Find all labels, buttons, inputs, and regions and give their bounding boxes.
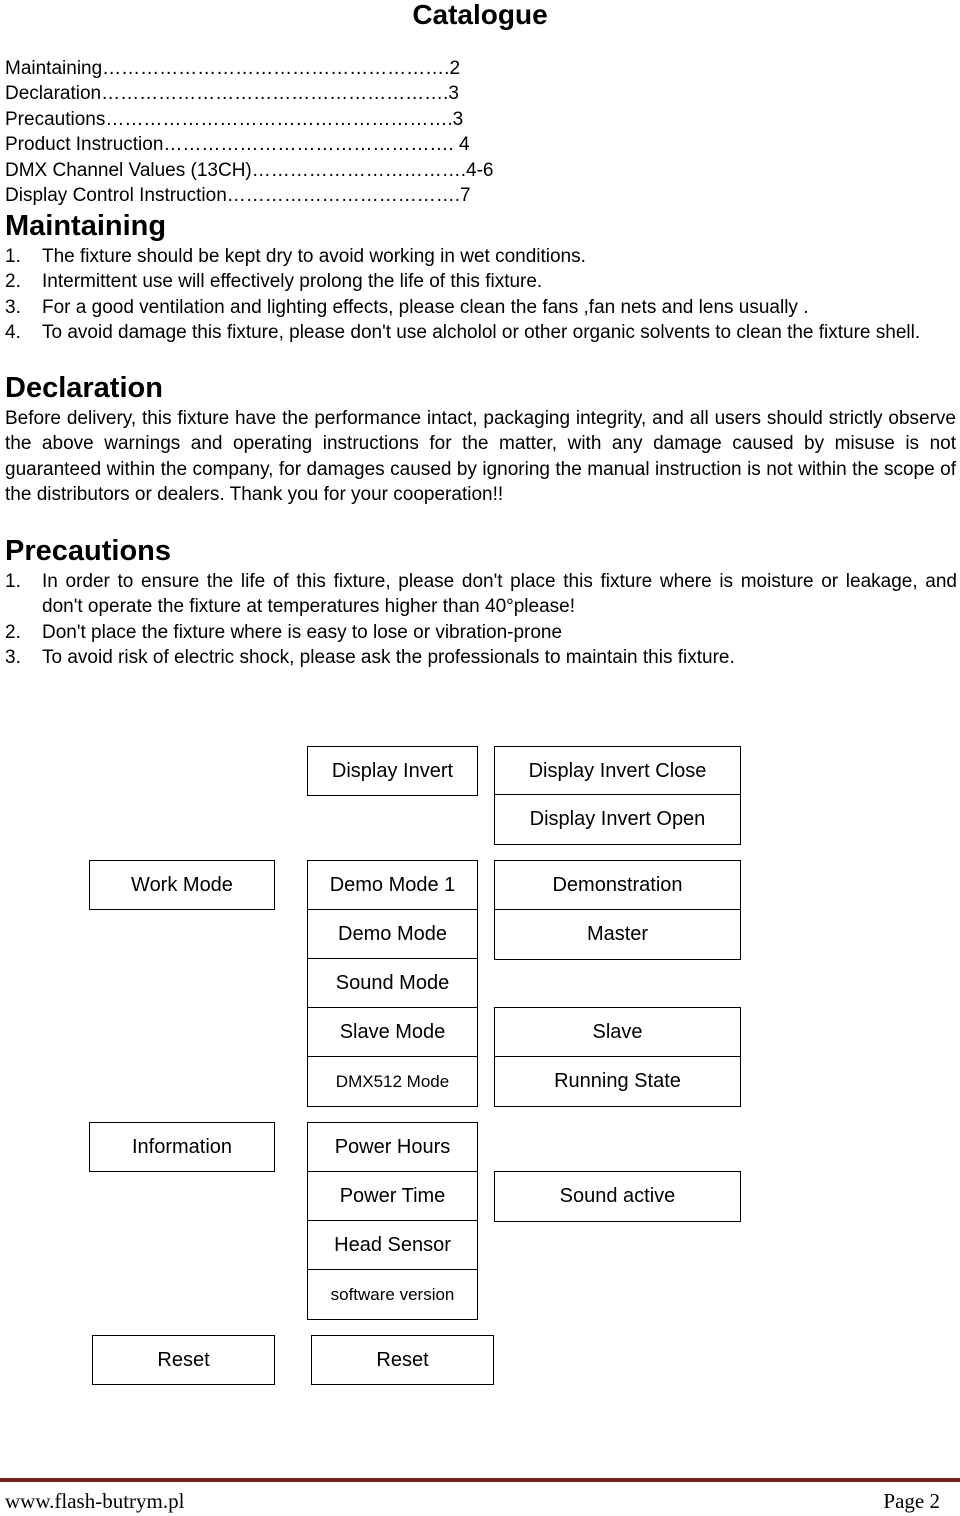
- menu-sound-mode: Sound Mode: [307, 958, 478, 1009]
- list-text: Intermittent use will effectively prolong the life of this fixture.: [42, 271, 543, 293]
- footer-website: www.flash-butrym.pl: [5, 1489, 185, 1513]
- heading-maintaining: Maintaining: [5, 210, 167, 242]
- menu-demo-mode: Demo Mode: [307, 909, 478, 960]
- list-item: [5, 645, 957, 670]
- list-item: [5, 569, 957, 620]
- menu-master: Master: [494, 909, 741, 960]
- list-item: [5, 320, 957, 345]
- list-text: In order to ensure the life of this fixture, please don't place this fixture where is moisture or leakage, and don't operate the fixture at temperatures higher than 40°please!: [42, 571, 957, 618]
- list-number: 3.: [5, 296, 21, 318]
- toc-entry-precautions: Precautions……………………………………………….3: [5, 108, 464, 130]
- toc-entry-display-control: Display Control Instruction……………………………….7: [5, 185, 471, 207]
- menu-reset-left: Reset: [92, 1335, 275, 1385]
- list-text: For a good ventilation and lighting effects, please clean the fans ,fan nets and lens usually .: [42, 296, 809, 318]
- list-text: To avoid damage this fixture, please don't use alcholol or other organic solvents to clean the fixture shell.: [42, 322, 921, 344]
- menu-display-invert-open: Display Invert Open: [494, 794, 741, 845]
- list-text: The fixture should be kept dry to avoid working in wet conditions.: [42, 246, 586, 267]
- menu-sound-active: Sound active: [494, 1171, 741, 1222]
- list-number: 1.: [5, 571, 21, 592]
- menu-demonstration: Demonstration: [494, 860, 741, 910]
- list-item: [5, 244, 957, 269]
- list-item: [5, 295, 957, 320]
- menu-demo-mode-1: Demo Mode 1: [307, 860, 478, 910]
- menu-work-mode: Work Mode: [89, 860, 275, 910]
- toc-entry-dmx-channel-values: DMX Channel Values (13CH)…………………………….4-6: [5, 159, 494, 181]
- menu-reset-right: Reset: [311, 1335, 494, 1385]
- maintaining-list: [5, 244, 957, 346]
- menu-power-hours: Power Hours: [307, 1122, 478, 1172]
- list-number: 1.: [5, 246, 21, 267]
- toc-entry-maintaining: Maintaining……………………………………………….2: [5, 58, 461, 79]
- table-of-contents: [5, 56, 705, 208]
- menu-software-version: software version: [307, 1269, 478, 1320]
- precautions-list: [5, 569, 957, 671]
- heading-precautions: Precautions: [5, 535, 171, 567]
- menu-power-time: Power Time: [307, 1171, 478, 1222]
- toc-entry-declaration: Declaration……………………………………………….3: [5, 83, 459, 105]
- toc-entry-product-instruction: Product Instruction………………………………………. 4: [5, 134, 470, 156]
- list-number: 3.: [5, 647, 21, 669]
- menu-head-sensor: Head Sensor: [307, 1220, 478, 1271]
- list-item: [5, 269, 957, 294]
- list-number: 2.: [5, 271, 21, 293]
- page-title: Catalogue: [412, 0, 548, 30]
- menu-slave: Slave: [494, 1007, 741, 1058]
- list-text: To avoid risk of electric shock, please ask the professionals to maintain this fixture.: [42, 647, 735, 669]
- heading-declaration: Declaration: [5, 372, 163, 404]
- declaration-text: Before delivery, this fixture have the performance intact, packaging integrity, and all users should strictly observe the above warnings and operating instructions for the matter, with any damage caused by misuse is not guaranteed within the company, for damages caused by ignoring the manual instruction is not within the scope of the distributors or dealers. Thank you for your cooperation!!: [5, 408, 956, 505]
- menu-dmx512-mode: DMX512 Mode: [307, 1056, 478, 1107]
- menu-information: Information: [89, 1122, 275, 1172]
- list-number: 4.: [5, 322, 21, 344]
- footer-divider: [0, 1478, 960, 1482]
- list-text: Don't place the fixture where is easy to lose or vibration-prone: [42, 621, 563, 643]
- footer-page-number: Page 2: [883, 1489, 940, 1513]
- menu-display-invert-close: Display Invert Close: [494, 746, 741, 796]
- menu-display-invert: Display Invert: [307, 746, 478, 796]
- menu-slave-mode: Slave Mode: [307, 1007, 478, 1058]
- list-item: [5, 620, 957, 645]
- menu-running-state: Running State: [494, 1056, 741, 1107]
- list-number: 2.: [5, 621, 21, 643]
